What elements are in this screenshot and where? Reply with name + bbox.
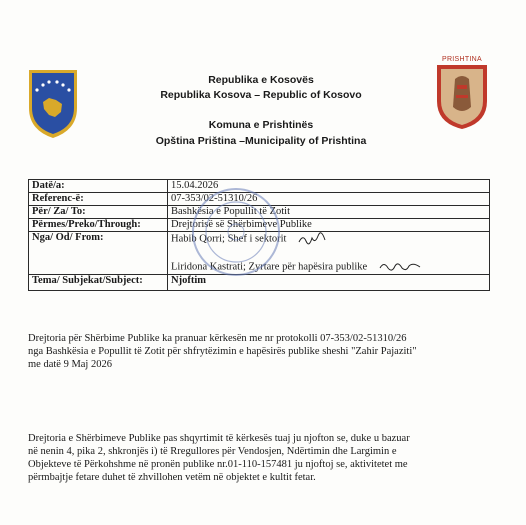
paragraph-1-line: me datë 9 Maj 2026	[28, 359, 112, 370]
to-value: Bashkësia e Popullit të Zotit	[168, 206, 490, 219]
paragraph-2-line: Drejtoria e Shërbimeve Publike pas shqyrtimit të kërkesës tuaj ju njofton se, duke u bazuar	[28, 433, 410, 444]
paragraph-2-line: përmbajtje fetare duhet të zhvillohen vetëm në objektet e kultit fetar.	[28, 472, 316, 483]
official-stamp-icon	[190, 186, 282, 278]
body-paragraph-1	[28, 332, 504, 371]
prishtina-crest-icon	[433, 55, 491, 131]
crest-label: PRISHTINA	[441, 56, 483, 63]
from-value-1: Habib Qorri; Shef i sektorit	[171, 233, 287, 245]
header-country-multilingual: Republika Kosova – Republic of Kosovo	[160, 89, 362, 101]
reference-value: 07-353/02-51310/26	[168, 193, 490, 206]
from-value-2: Liridona Kastrati; Zyrtare për hapësira publike	[171, 261, 368, 273]
kosovo-coat-of-arms-icon	[25, 68, 81, 140]
paragraph-1-line: nga Bashkësia e Popullit të Zotit për shfrytëzimin e hapësirës publike sheshi "Zahir Pajaziti"	[28, 346, 417, 357]
body-paragraph-2	[28, 432, 504, 484]
header-municipality-multilingual: Opština Priština –Municipality of Prishtina	[155, 135, 367, 147]
date-value: 15.04.2026	[168, 180, 490, 193]
date-label: Datë/a:	[29, 180, 168, 193]
subject-value: Njoftim	[168, 275, 490, 291]
paragraph-2-line: në nenin 4, pika 2, shkronjës i) të Rregullores për Vendosjen, Ndërtimin dhe Largimin e	[28, 446, 397, 457]
from-label: Nga/ Od/ From:	[29, 232, 168, 275]
paragraph-2-line: Objekteve të Përkohshme në pronën publike nr.01-110-157481 ju njoftoj se, aktivitetet me	[28, 459, 408, 470]
signature-2-icon	[378, 260, 422, 274]
header-country-sq: Republika e Kosovës	[208, 74, 314, 86]
subject-label: Tema/ Subjekat/Subject:	[29, 275, 168, 291]
through-value: Drejtorisë së Shërbimeve Publike	[168, 219, 490, 232]
header-municipality-sq: Komuna e Prishtinës	[208, 119, 314, 131]
signature-1-icon	[297, 232, 327, 246]
paragraph-1-line: Drejtoria për Shërbime Publike ka pranuar kërkesën me nr protokolli 07-353/02-51310/26	[28, 333, 407, 344]
to-label: Për/ Za/ To:	[29, 206, 168, 219]
reference-label: Referenc-ë:	[29, 193, 168, 206]
through-label: Përmes/Preko/Through:	[29, 219, 168, 232]
